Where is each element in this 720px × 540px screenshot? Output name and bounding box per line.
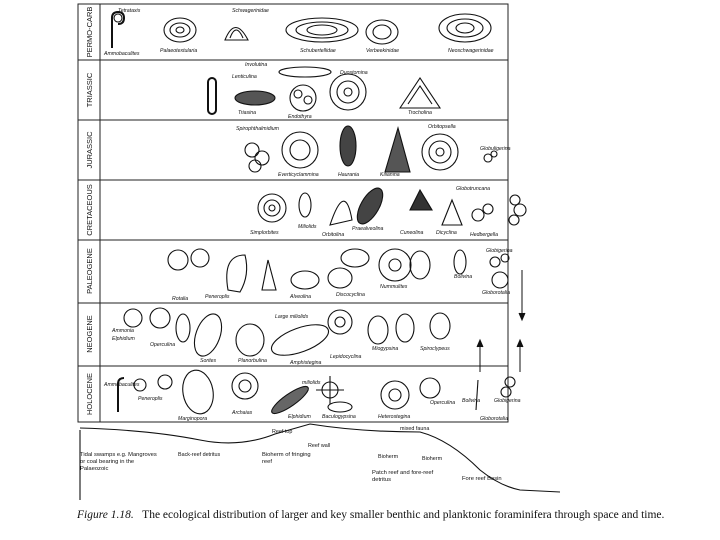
taxon-label: Large miliolids — [275, 314, 309, 320]
taxon-label: Alveolina — [290, 294, 312, 300]
taxon-label: Globorotalia — [480, 416, 508, 422]
taxon-label: Kilianina — [380, 172, 400, 178]
taxon-label: Schubertellidae — [300, 48, 336, 54]
taxon-label: Orbitopsella — [428, 124, 456, 130]
taxon-label: Heterostegina — [378, 414, 411, 420]
fossil-icons-paleogene — [168, 249, 509, 292]
period-label: PALEOGENE — [85, 248, 94, 294]
taxon-label: Orbitolina — [322, 232, 345, 238]
taxon-label: Operculina — [430, 400, 456, 406]
taxon-label: Dicyclina — [436, 230, 457, 236]
taxon-label: Neoschwagerinidae — [448, 48, 494, 54]
environment-label-patch: Patch reef and fore-reef detritus — [372, 470, 434, 483]
taxon-label: Palaeotextularia — [160, 48, 198, 54]
taxon-label: Planorbulina — [238, 358, 267, 364]
taxon-label: Baculogypsina — [322, 414, 356, 420]
environment-label: mixed fauna — [400, 426, 430, 432]
taxon-label: Elphidium — [288, 414, 311, 420]
environment-label: Back-reef detritus — [178, 452, 221, 458]
environment-label-fringing: Bioherm of fringing reef — [262, 452, 311, 465]
taxon-label: Miliolids — [298, 224, 317, 230]
taxon-label: Globigerina — [494, 398, 521, 404]
taxon-label: Involutina — [245, 62, 268, 68]
period-label: PERMO-CARB — [85, 6, 94, 58]
migration-arrows — [477, 270, 525, 372]
period-label: TRIASSIC — [85, 72, 94, 108]
taxon-label: Operculina — [150, 342, 176, 348]
taxon-label: Globuligerina — [480, 146, 511, 152]
taxon-label: Lepidocyclina — [330, 354, 362, 360]
taxon-label: Ammobaculites — [104, 382, 140, 388]
environment-label: Bioherm — [422, 456, 443, 462]
taxon-label: Spiroclypeus — [420, 346, 450, 352]
taxon-label: Amphistegina — [290, 360, 322, 366]
figure-caption — [77, 508, 707, 522]
taxon-label: Miogypsina — [372, 346, 399, 352]
taxon-label: Globigerina — [486, 248, 513, 254]
taxon-label: Trocholina — [408, 110, 432, 116]
period-label: JURASSIC — [85, 131, 94, 169]
taxon-label: Peneroplis — [138, 396, 163, 402]
taxon-label: Discocyclina — [336, 292, 365, 298]
taxon-label: Duostomina — [340, 70, 368, 76]
taxon-label: Peneroplis — [205, 294, 230, 300]
taxon-label: Hedbergella — [470, 232, 498, 238]
taxon-label: Sorites — [200, 358, 217, 364]
taxon-label: Rotalia — [172, 296, 189, 302]
environment-label: Bioherm — [378, 454, 399, 460]
taxon-label: Elphidium — [112, 336, 135, 342]
period-label: CRETACEOUS — [85, 184, 94, 236]
taxon-label: miliolids — [302, 380, 321, 386]
environment-label-tidal: Tidal swamps e.g. Mangroves or coal bearing in the Palaeozoic — [80, 452, 157, 472]
taxon-label: Ammobaculites — [104, 51, 140, 57]
taxon-label: Spirophthalmidium — [236, 126, 279, 132]
caption-text: The ecological distribution of larger and key smaller benthic and planktonic foraminifera through space and time. — [142, 509, 665, 521]
taxon-label: Verbeekinidae — [366, 48, 399, 54]
caption-label: Figure 1.18. — [77, 509, 134, 521]
environment-label-forereef: Fore reef Basin — [462, 476, 502, 482]
taxon-label: Cuneolina — [400, 230, 424, 236]
taxon-label: Schwagerinidae — [232, 8, 269, 14]
taxon-label: Tetrataxis — [118, 8, 141, 14]
taxon-label: Ammonia — [112, 328, 134, 334]
taxon-label: Triasina — [238, 110, 257, 116]
fossil-icons-jurassic — [245, 126, 497, 172]
taxon-label: Haurania — [338, 172, 360, 178]
taxon-label: Everticyclammina — [278, 172, 319, 178]
taxon-label: Endothyra — [288, 114, 312, 120]
fossil-drawings — [80, 12, 560, 500]
fossil-icons-permo-carb — [112, 12, 491, 48]
taxon-label: Simplorbites — [250, 230, 279, 236]
environment-label: Reef top — [272, 429, 293, 435]
fossil-icons-holocene — [118, 368, 515, 418]
taxon-label: Bolivina — [462, 398, 481, 404]
taxon-label: Marginopora — [178, 416, 208, 422]
environment-label: Reef wall — [308, 443, 331, 449]
taxon-label: Bolivina — [454, 274, 473, 280]
period-label: NEOGENE — [85, 315, 94, 353]
taxon-label: Praealveolina — [352, 226, 384, 232]
period-labels — [85, 7, 94, 415]
taxon-label: Archaias — [232, 410, 253, 416]
taxon-label: Globorotalia — [482, 290, 510, 296]
taxon-label: Lenticulina — [232, 74, 257, 80]
taxon-label: Nummulites — [380, 284, 408, 290]
period-label: HOLOCENE — [85, 372, 94, 416]
taxon-label: Globotruncana — [456, 186, 491, 192]
environment-labels — [80, 426, 508, 496]
